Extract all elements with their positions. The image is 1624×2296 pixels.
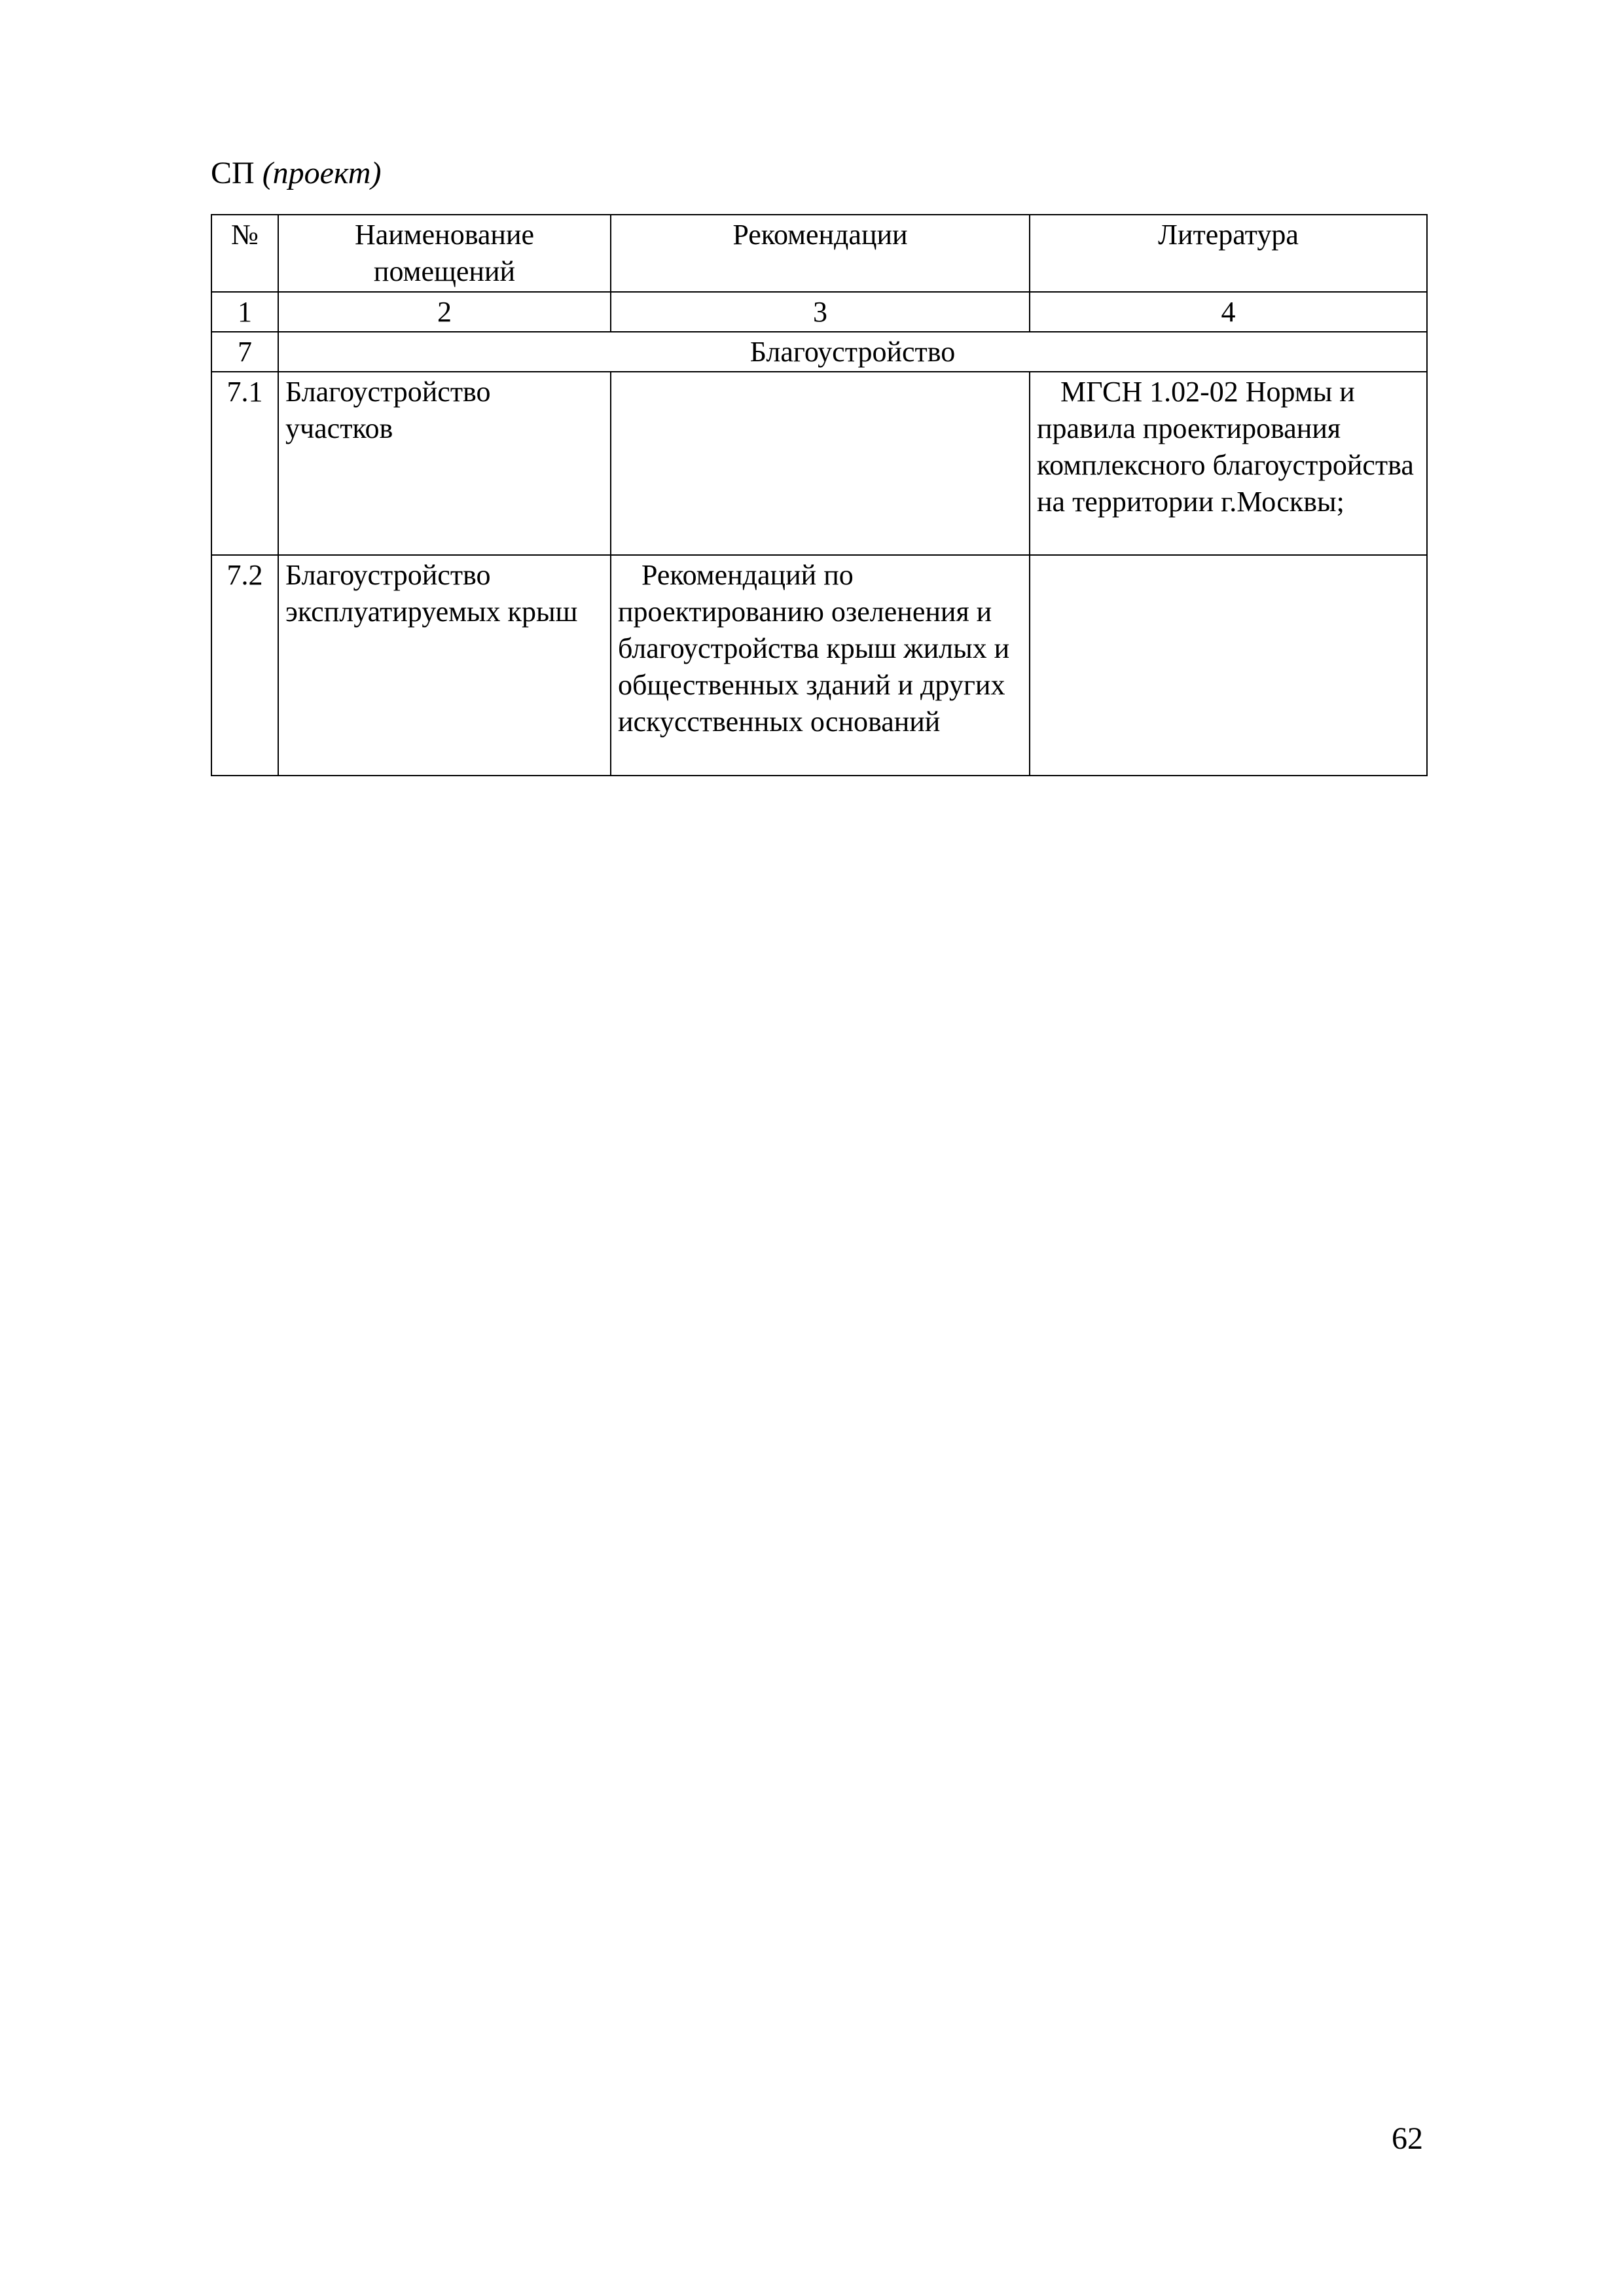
row-number: 7.1: [211, 372, 278, 555]
recommendations-table: [211, 214, 1428, 776]
row-room-name: Благоустройство участков: [278, 372, 611, 555]
table-header-row: [211, 215, 1427, 292]
column-number: 3: [611, 292, 1030, 332]
row-number: 7.2: [211, 555, 278, 776]
column-header-literature: Литература: [1030, 215, 1427, 292]
column-numbers-row: [211, 292, 1427, 332]
column-header-number: №: [211, 215, 278, 292]
section-row: [211, 332, 1427, 372]
section-title: Благоустройство: [278, 332, 1427, 372]
column-header-room-name: Наименование помещений: [278, 215, 611, 292]
document-code: СП: [211, 156, 255, 190]
table-row: [211, 372, 1427, 555]
row-literature: [1030, 555, 1427, 776]
section-number: 7: [211, 332, 278, 372]
row-literature: МГСН 1.02-02 Нормы и правила проектирования комплексного благоустройства на территории г.Москвы;: [1030, 372, 1427, 555]
row-recommendations: Рекомендаций по проектированию озеленения и благоустройства крыш жилых и общественных зданий и других искусственных оснований: [611, 555, 1030, 776]
column-number: 4: [1030, 292, 1427, 332]
table-row: [211, 555, 1427, 776]
column-number: 1: [211, 292, 278, 332]
row-recommendations: [611, 372, 1030, 555]
column-number: 2: [278, 292, 611, 332]
document-status: (проект): [262, 156, 382, 190]
row-room-name: Благоустройство эксплуатируемых крыш: [278, 555, 611, 776]
page-number: 62: [1392, 2121, 1423, 2156]
column-header-recommendations: Рекомендации: [611, 215, 1030, 292]
page-header: [211, 154, 381, 193]
